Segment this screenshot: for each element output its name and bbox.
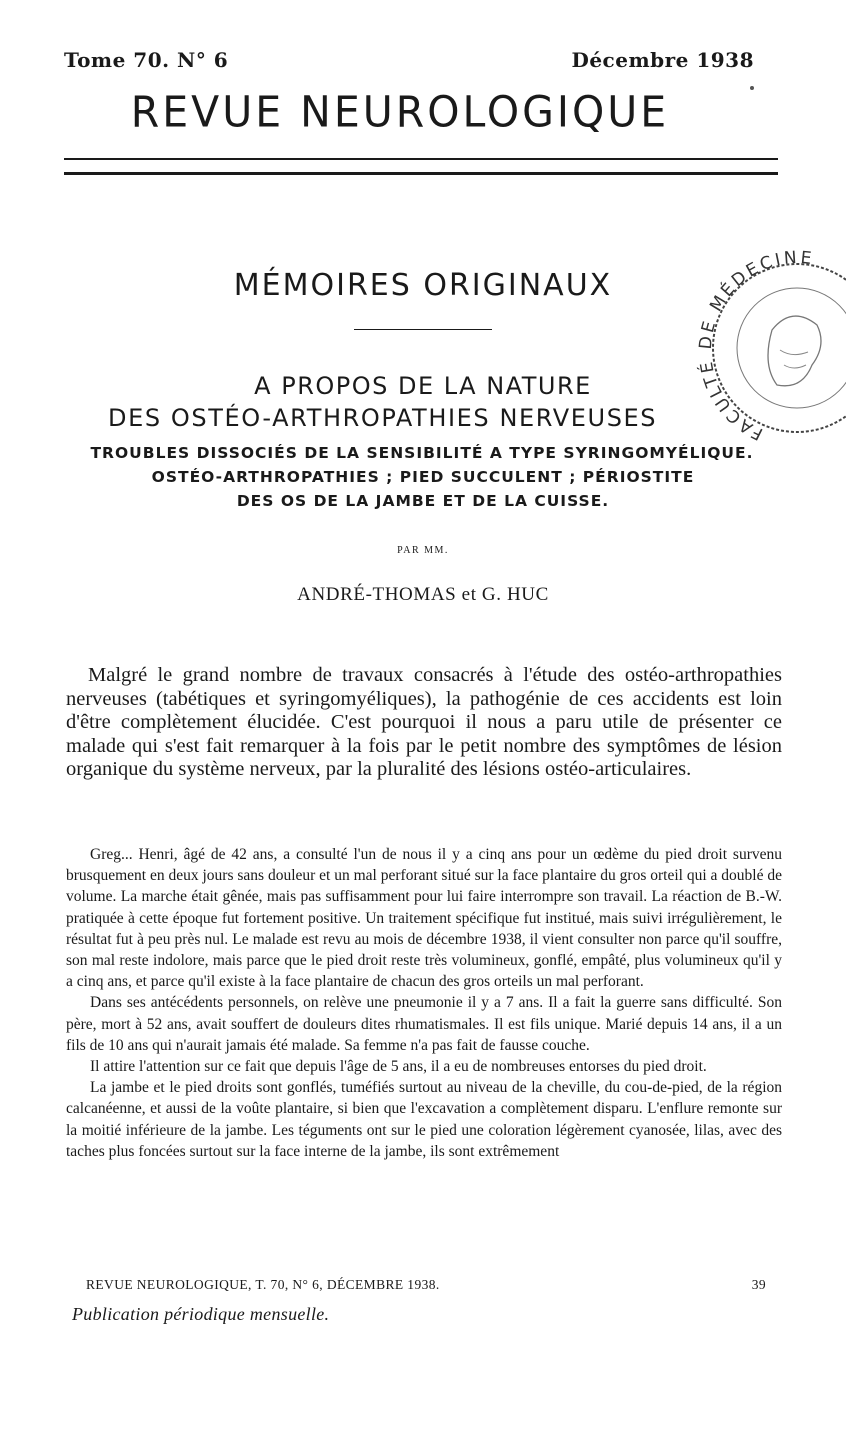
running-footer	[86, 1277, 766, 1293]
article-subtitle-line-3: DES OS DE LA JAMBE ET DE LA CUISSE.	[236, 492, 610, 510]
header-double-rule	[64, 158, 778, 175]
journal-title: REVUE NEUROLOGIQUE	[130, 86, 670, 138]
page-number: 39	[751, 1277, 766, 1292]
library-stamp-icon	[682, 240, 832, 450]
article-body	[66, 844, 782, 1162]
article-subtitle-line-1: TROUBLES DISSOCIÉS DE LA SENSIBILITÉ A TYPE SYRINGOMYÉLIQUE.	[90, 444, 754, 462]
stamp-text: FACULTÉ DE MÉDECINE	[695, 247, 816, 444]
lead-paragraph: Malgré le grand nombre de travaux consacrés à l'étude des ostéo-arthropathies nerveuses (tabétiques et syringomyéliques), la pathogénie de ces accidents est loin d'être complètement élucidée. C'est pourquoi il nous a paru utile de présenter ce malade qui s'est fait remarquer à la fois par le petit nombre des symptômes de lésion organique du système nerveux, par la pluralité des lésions ostéo-articulaires.	[66, 664, 782, 780]
section-title: MÉMOIRES ORIGINAUX	[233, 268, 613, 303]
by-label: PAR MM.	[397, 545, 449, 556]
issue-number: Tome 70. N° 6	[64, 48, 229, 72]
authors: ANDRÉ-THOMAS et G. HUC	[297, 584, 549, 605]
issue-date: Décembre 1938	[571, 48, 754, 72]
section-divider	[354, 329, 492, 330]
body-paragraph: Dans ses antécédents personnels, on relève une pneumonie il y a 7 ans. Il a fait la guerre sans difficulté. Son père, mort à 52 ans, avait souffert de douleurs dites rhumatismales. Il est fils unique. Marié depuis 14 ans, il a un fils de 10 ans qui n'aurait jamais été malade. Sa femme n'a pas fait de fausse couche.	[66, 994, 782, 1054]
running-foot-text: REVUE NEUROLOGIQUE, T. 70, N° 6, DÉCEMBRE 1938.	[86, 1277, 440, 1292]
body-paragraph: Il attire l'attention sur ce fait que depuis l'âge de 5 ans, il a eu de nombreuses entorses du pied droit.	[90, 1058, 707, 1076]
body-paragraph: Greg... Henri, âgé de 42 ans, a consulté l'un de nous il y a cinq ans pour un œdème du pied droit survenu brusquement en deux jours sans douleur et un mal perforant situé sur la face plantaire du gros orteil qui a doublé de volume. La marche était gênée, mais pas suffisamment pour lui faire interrompre son travail. La réaction de B.-W. pratiquée à cette époque fut fortement positive. Un traitement spécifique fut institué, mais suivi irrégulièrement, le résultat fut à peu près nul. Le malade est revu au mois de décembre 1938, il vient consulter non parce qu'il souffre, son mal reste indolore, mais parce que le pied droit reste très volumineux, gonflé, empâté, plus volumineux qu'il y a cinq ans, et parce qu'il existe à la face plantaire de chacun des gros orteils un mal perforant.	[66, 846, 782, 991]
svg-text:FACULTÉ DE MÉDECINE	[694, 248, 815, 444]
article-title-line-2: DES OSTÉO-ARTHROPATHIES NERVEUSES	[108, 404, 658, 432]
publication-note: Publication périodique mensuelle.	[72, 1304, 330, 1324]
body-paragraph: La jambe et le pied droits sont gonflés, tuméfiés surtout au niveau de la cheville, du cou-de-pied, de la région calcanéenne, et aussi de la voûte plantaire, si bien que l'excavation a complètement disparu. L'enflure remonte sur la moitié inférieure de la jambe. Les téguments ont sur le pied une coloration légèrement cyanosée, lilas, avec des taches plus foncées surtout sur la face interne de la jambe, ils sont extrêmement	[66, 1079, 782, 1160]
page-header	[64, 48, 754, 72]
article-title-line-1: A PROPOS DE LA NATURE	[254, 372, 592, 400]
article-subtitle-line-2: OSTÉO-ARTHROPATHIES ; PIED SUCCULENT ; PÉRIOSTITE	[151, 468, 695, 486]
